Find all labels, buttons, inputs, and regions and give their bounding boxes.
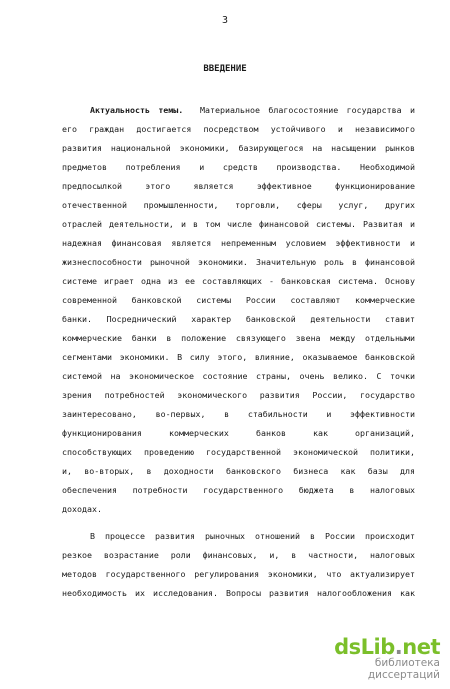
- paragraph-1-line: современной банковской системы России составляют коммерческие: [62, 295, 415, 305]
- paragraph-1-line: предметов потребления и средств производства. Необходимой: [62, 162, 415, 172]
- paragraph-2-line: методов государственного регулирования экономики, что актуализирует: [62, 569, 415, 579]
- watermark: [320, 635, 440, 681]
- paragraph-1-line: сегментами экономики. В силу этого, влияние, оказываемое банковской: [62, 352, 415, 362]
- paragraph-1-line: надежная финансовая является непременным условием эффективности и: [62, 238, 415, 248]
- section-heading: ВВЕДЕНИЕ: [203, 64, 247, 74]
- paragraph-2-line: В процессе развития рыночных отношений в России происходит: [90, 531, 415, 541]
- paragraph-2-line: резкое возрастание роли финансовых, и, в частности, налоговых: [62, 550, 415, 560]
- paragraph-1-line: коммерческие банки в положение связующего звена между отдельными: [62, 333, 415, 343]
- paragraph-1-line: способствующих проведению государственной экономической политики,: [62, 447, 415, 457]
- paragraph-1-line: жизнеспособности рыночной экономики. Значительную роль в финансовой: [62, 257, 415, 267]
- paragraph-1-line: обеспечения потребности государственного бюджета в налоговых: [62, 485, 415, 495]
- paragraph-1-line: заинтересовано, во-первых, в стабильности и эффективности: [62, 409, 415, 419]
- paragraph-1-line: доходах.: [62, 504, 102, 514]
- watermark-logo-dot: .: [394, 635, 403, 659]
- paragraph-1-line: системой на экономическое состояние страны, очень велико. С точки: [62, 371, 415, 381]
- paragraph-1-line: развития национальной экономики, базирующегося на насыщении рынков: [62, 143, 415, 153]
- paragraph-1-line: его граждан достигается посредством устойчивого и независимого: [62, 124, 415, 134]
- page-number: 3: [221, 15, 229, 26]
- paragraph-1-line: и, во-вторых, в доходности банковского бизнеса как базы для: [62, 466, 415, 476]
- watermark-logo: [320, 635, 440, 659]
- paragraph-1-line: отраслей деятельности, и в том числе финансовой системы. Развитая и: [62, 219, 415, 229]
- paragraph-1: [62, 101, 415, 519]
- paragraph-1-line: зрения потребностей экономического развития России, государство: [62, 390, 415, 400]
- paragraph-1-lead: Актуальность темы.: [90, 105, 184, 115]
- paragraph-1-line: отечественной промышленности, торговли, сферы услуг, других: [62, 200, 415, 210]
- paragraph-1-line: функционирования коммерческих банков как организаций,: [62, 428, 415, 438]
- watermark-logo-tld: net: [402, 635, 440, 659]
- watermark-logo-main: dsLib: [334, 635, 395, 659]
- paragraph-1-line: банки. Посреднический характер банковской деятельности ставит: [62, 314, 415, 324]
- paragraph-1-line: предпосылкой этого является эффективное функционирование: [62, 181, 415, 191]
- watermark-subtitle: библиотека диссертаций: [367, 657, 440, 681]
- paragraph-1-line: [62, 101, 415, 120]
- paragraph-2: [62, 527, 415, 603]
- paragraph-1-line: системе играет одна из ее составляющих - банковская система. Основу: [62, 276, 415, 286]
- paragraph-1-first-rest: Материальное благосостояние государства и: [200, 105, 415, 115]
- paragraph-2-line: необходимость их исследования. Вопросы развития налогообложения как: [62, 588, 415, 598]
